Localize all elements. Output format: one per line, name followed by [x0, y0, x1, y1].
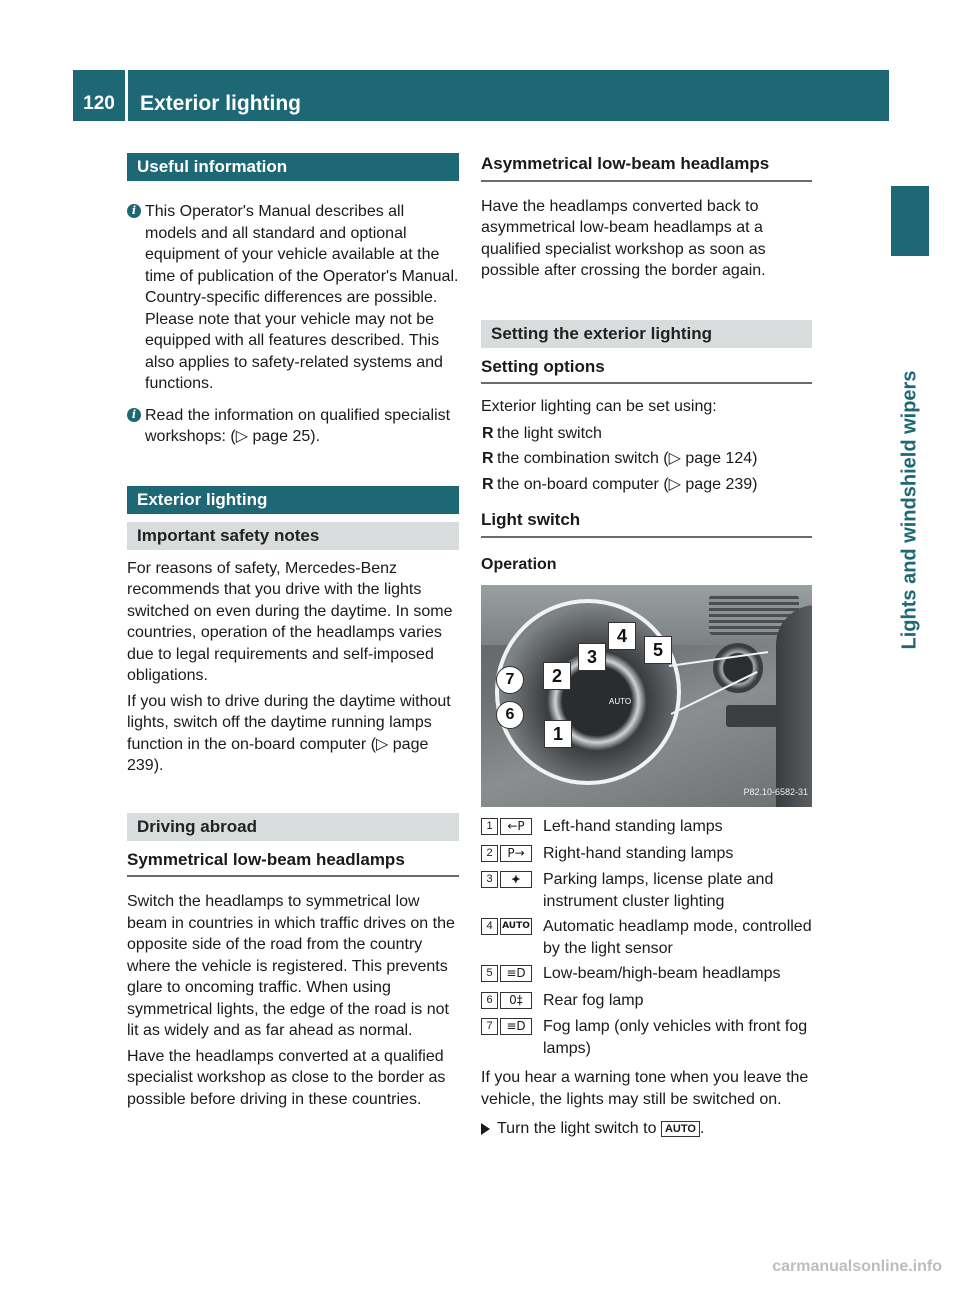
legend-text: Right-hand standing lamps [543, 844, 734, 862]
legend-text: Rear fog lamp [543, 991, 644, 1009]
legend-list [481, 816, 812, 1059]
driving-abroad-heading: Driving abroad [127, 813, 459, 841]
bullet-mark: R [482, 424, 494, 442]
asymmetrical-heading: Asymmetrical low-beam headlamps [481, 153, 812, 182]
photo-code: P82.10-6582-31 [743, 786, 808, 797]
useful-info-heading: Useful information [127, 153, 459, 181]
parking-lamps-icon: ⯌ [500, 871, 532, 888]
legend-number: 2 [481, 845, 498, 862]
left-column [127, 153, 459, 1110]
callout-5: 5 [644, 636, 672, 664]
dial-auto-label: AUTO [609, 697, 632, 706]
warning-paragraph: If you hear a warning tone when you leave the vehicle, the lights may still be switched on. [481, 1069, 809, 1108]
legend-number: 4 [481, 918, 498, 935]
legend-item [481, 1016, 812, 1059]
symmetrical-paragraph-2: Have the headlamps converted at a qualified specialist workshop as close to the border as possible before driving in these countries. [127, 1047, 446, 1108]
option-item [481, 423, 812, 445]
legend-text: Low-beam/high-beam headlamps [543, 965, 781, 982]
step-arrow-icon [481, 1123, 490, 1135]
option-text: the combination switch (▷ page 124) [497, 450, 758, 467]
callout-6: 6 [496, 701, 524, 729]
setting-lighting-heading: Setting the exterior lighting [481, 320, 812, 348]
callout-4: 4 [608, 622, 636, 650]
callout-7: 7 [496, 666, 524, 694]
header-divider [125, 70, 128, 121]
page-number: 120 [83, 93, 115, 114]
asymmetrical-paragraph: Have the headlamps converted back to asymmetrical low-beam headlamps at a qualified specialist workshop as soon as possible after crossing the border again. [481, 197, 766, 279]
page-title: Exterior lighting [140, 92, 302, 115]
legend-item [481, 843, 812, 865]
bullet-mark: R [482, 475, 494, 493]
legend-item [481, 990, 812, 1012]
legend-text: Fog lamp (only vehicles with front fog lamps) [543, 1018, 808, 1057]
operation-heading: Operation [481, 555, 557, 573]
callout-3: 3 [578, 643, 606, 671]
instruction-step [481, 1118, 812, 1140]
auto-headlamp-icon: AUTO [500, 918, 532, 935]
steering-column [776, 605, 812, 807]
callout-1: 1 [544, 720, 572, 748]
legend-text: Parking lamps, license plate and instrument cluster lighting [543, 871, 774, 910]
light-switch-heading: Light switch [481, 509, 812, 538]
light-switch-photo [481, 585, 812, 807]
legend-text: Automatic headlamp mode, controlled by the light sensor [543, 918, 812, 957]
legend-item [481, 963, 812, 985]
option-text: the on-board computer (▷ page 239) [497, 475, 758, 493]
magnified-light-switch [495, 599, 681, 785]
bullet-mark: R [482, 450, 494, 467]
section-tab-label: Lights and windshield wipers [898, 370, 921, 650]
exterior-lighting-heading: Exterior lighting [127, 486, 459, 514]
auto-symbol: AUTO [661, 1121, 700, 1137]
right-standing-lamps-icon: P→ [500, 845, 532, 862]
info-note-1 [127, 201, 459, 395]
legend-number: 3 [481, 871, 498, 888]
info-note-2-text: Read the information on qualified specialist workshops: (▷ page 25). [145, 406, 451, 445]
legend-text: Left-hand standing lamps [543, 818, 723, 835]
left-standing-lamps-icon: ←P [500, 818, 532, 835]
symmetrical-paragraph-1: Switch the headlamps to symmetrical low beam in countries in which traffic drives on the opposite side of the road from the country where the vehicle is registered. This prevents glare to oncoming traffic. When using symmetrical lights, the edge of the road is not lit as widely and as far ahead as normal. [127, 893, 455, 1039]
rear-fog-lamp-icon: 0‡ [500, 992, 532, 1009]
legend-item [481, 916, 812, 959]
option-item [481, 448, 812, 470]
info-note-1-text: This Operator's Manual describes all models and all standard and optional equipment of your vehicle available at the time of publication of the Operator's Manual. Country-specific differences are possible. Please note that your vehicle may not be equipped with all features described. This also applies to safety-related systems and functions. [145, 203, 459, 392]
legend-number: 1 [481, 818, 498, 835]
legend-number: 5 [481, 965, 498, 982]
safety-notes-heading: Important safety notes [127, 522, 459, 550]
step-text: Turn the light switch to [497, 1120, 657, 1137]
option-item [481, 474, 812, 496]
info-icon: i [127, 204, 141, 218]
safety-paragraph-2: If you wish to drive during the daytime without lights, switch off the daytime running lamps function in the on-board computer (▷ page 239). [127, 692, 451, 774]
info-note-2 [127, 405, 459, 448]
low-beam-icon: ≡D [500, 965, 532, 982]
callout-2: 2 [543, 662, 571, 690]
legend-number: 6 [481, 992, 498, 1009]
option-text: the light switch [497, 424, 602, 442]
small-switch [713, 643, 763, 693]
legend-item [481, 869, 812, 912]
setting-options-heading: Setting options [481, 356, 812, 385]
front-fog-lamp-icon: ≡D [500, 1018, 532, 1035]
legend-number: 7 [481, 1018, 498, 1035]
symmetrical-heading: Symmetrical low-beam headlamps [127, 849, 459, 878]
right-column [481, 153, 812, 1140]
info-icon: i [127, 408, 141, 422]
options-intro: Exterior lighting can be set using: [481, 398, 717, 415]
watermark: carmanualsonline.info [772, 1258, 942, 1275]
safety-paragraph-1: For reasons of safety, Mercedes-Benz recommends that you drive with the lights switched on even during the daytime. In some countries, operation of the headlamps varies due to legal requirements and self-imposed obligations. [127, 559, 453, 684]
section-tab-label-container [892, 240, 928, 780]
legend-item [481, 816, 812, 838]
step-end: . [699, 1120, 705, 1137]
